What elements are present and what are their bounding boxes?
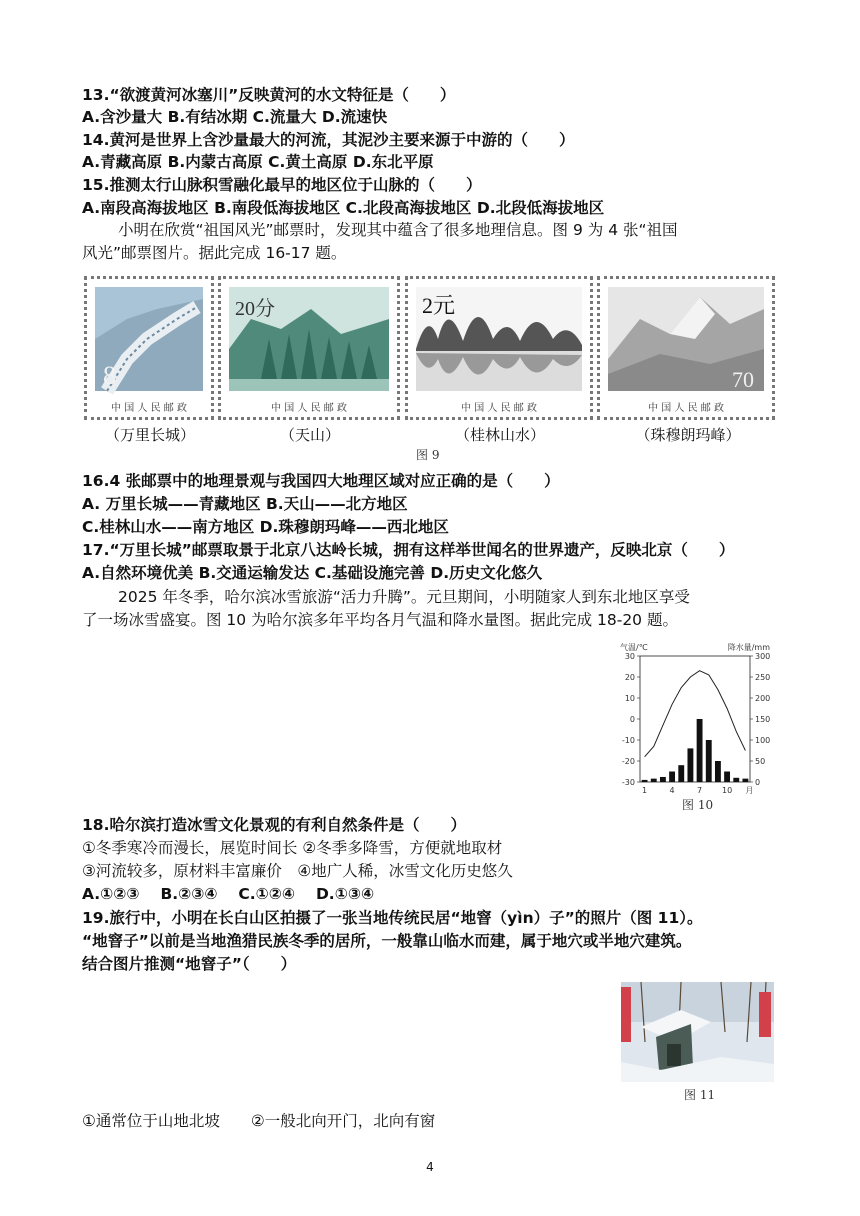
stamp-country: 中 国 人 民 邮 政: [111, 403, 187, 414]
stamp-value: 8: [103, 361, 116, 390]
intro-16-line2: 风光”邮票图片。据此完成 16-17 题。: [82, 244, 347, 262]
q19-stem-2: “地窨子”以前是当地渔猎民族冬季的居所，一般靠山临水而建，属于地穴或半地穴建筑。: [82, 932, 692, 950]
stamp-value: 70: [732, 367, 754, 392]
stamp-guilin: [405, 276, 593, 420]
q19-stem-3: 结合图片推测“地窨子”（ ）: [82, 955, 297, 973]
stamp-everest: [597, 276, 775, 420]
climate-chart: [614, 640, 776, 812]
stamp-value: 2元: [422, 293, 456, 318]
y-right-tick-label: 200: [755, 694, 771, 703]
plot-frame: [640, 656, 750, 782]
stamp-country: 中 国 人 民 邮 政: [271, 403, 347, 414]
everest-image: [600, 279, 772, 417]
q13-options: A.含沙量大 B.有结冰期 C.流量大 D.流速快: [82, 108, 388, 126]
intro-18-line2: 了一场冰雪盛宴。图 10 为哈尔滨多年平均各月气温和降水量图。据此完成 18-20 题。: [82, 611, 678, 629]
y-left-tick-label: 0: [629, 715, 635, 724]
precip-bar: [715, 761, 721, 782]
stamp-country: 中 国 人 民 邮 政: [648, 403, 724, 414]
stamp-caption: （天山）: [279, 426, 340, 444]
stamp-great-wall: [84, 276, 214, 420]
temperature-line: [645, 671, 746, 757]
precip-bar: [706, 740, 712, 782]
precip-bar: [678, 765, 684, 782]
intro-16-line1: 小明在欣赏“祖国风光”邮票时，发现其中蕴含了很多地理信息。图 9 为 4 张“祖国: [118, 221, 678, 239]
q19-stem-1: 19.旅行中，小明在长白山区拍摄了一张当地传统民居“地窨（yìn）子”的照片（图 11）。: [82, 909, 703, 927]
stamp-caption: （桂林山水）: [454, 426, 545, 444]
stamp-caption: （万里长城）: [104, 426, 195, 444]
diyinzi-photo: [621, 982, 774, 1082]
y-left-tick-label: -10: [621, 736, 635, 745]
climate-chart-svg: [614, 640, 776, 812]
y-right-label: 降水量/mm: [727, 643, 770, 652]
page-number: 4: [426, 1160, 434, 1174]
stamp-country: 中 国 人 民 邮 政: [461, 403, 537, 414]
y-right-tick-label: 50: [755, 757, 766, 766]
y-right-tick-label: 300: [755, 652, 771, 661]
q15-stem: 15.推测太行山脉积雪融化最早的地区位于山脉的（ ）: [82, 176, 482, 194]
q16-stem: 16.4 张邮票中的地理景观与我国四大地理区域对应正确的是（ ）: [82, 472, 560, 490]
q14-options: A.青藏高原 B.内蒙古高原 C.黄土高原 D.东北平原: [82, 153, 434, 171]
x-tick-label: 7: [697, 786, 703, 795]
x-tick-label: 4: [669, 786, 675, 795]
figure-10-caption: 图 10: [682, 798, 714, 812]
figure-11-caption: 图 11: [684, 1088, 716, 1102]
q14-stem: 14.黄河是世界上含沙量最大的河流，其泥沙主要来源于中游的（ ）: [82, 131, 575, 149]
y-left-tick-label: 20: [624, 673, 635, 682]
precip-bar: [697, 719, 703, 782]
y-left-tick-label: 30: [624, 652, 635, 661]
guilin-image: [408, 279, 590, 417]
precip-bar: [687, 748, 693, 782]
y-left-label: 气温/℃: [620, 643, 648, 652]
x-tick-label: 1: [642, 786, 648, 795]
precip-bar: [651, 779, 657, 782]
intro-18-line1: 2025 年冬季，哈尔滨冰雪旅游“活力升腾”。元旦期间，小明随家人到东北地区享受: [118, 588, 690, 606]
q15-options: A.南段高海拔地区 B.南段低海拔地区 C.北段高海拔地区 D.北段低海拔地区: [82, 199, 605, 217]
x-tick-label: 10: [721, 786, 733, 795]
y-right-tick-label: 250: [755, 673, 771, 682]
y-right-tick-label: 150: [755, 715, 771, 724]
q18-statement-1: ①冬季寒冷而漫长，展览时间长 ②冬季多降雪，方便就地取材: [82, 839, 503, 857]
q17-options: A.自然环境优美 B.交通运输发达 C.基础设施完善 D.历史文化悠久: [82, 564, 543, 582]
q16-options-1: A. 万里长城——青藏地区 B.天山——北方地区: [82, 495, 408, 513]
q19-statement-1: ①通常位于山地北坡 ②一般北向开门，北向有窗: [82, 1112, 436, 1130]
stamp-tianshan: [218, 276, 400, 420]
y-right-tick-label: 0: [755, 778, 761, 787]
precip-bar: [660, 777, 666, 782]
precip-bar: [724, 772, 730, 783]
precip-bar: [642, 780, 648, 782]
precip-bar: [669, 772, 675, 783]
diyinzi-image: [621, 982, 774, 1082]
y-left-tick-label: 10: [624, 694, 635, 703]
stamp-caption: （珠穆朗玛峰）: [635, 426, 741, 444]
y-left-tick-label: -30: [621, 778, 635, 787]
q18-statement-2: ③河流较多，原材料丰富廉价 ④地广人稀，冰雪文化历史悠久: [82, 862, 513, 880]
q18-stem: 18.哈尔滨打造冰雪文化景观的有利自然条件是（ ）: [82, 816, 466, 834]
tianshan-image: [221, 279, 397, 417]
q13-stem: 13.“欲渡黄河冰塞川”反映黄河的水文特征是（ ）: [82, 86, 456, 104]
stamp-value: 20分: [235, 298, 275, 320]
q18-options: A.①②③ B.②③④ C.①②④ D.①③④: [82, 885, 375, 903]
x-unit-label: 月: [745, 786, 754, 795]
y-left-tick-label: -20: [621, 757, 635, 766]
y-right-tick-label: 100: [755, 736, 771, 745]
q17-stem: 17.“万里长城”邮票取景于北京八达岭长城，拥有这样举世闻名的世界遗产，反映北京（ ）: [82, 541, 735, 559]
q16-options-2: C.桂林山水——南方地区 D.珠穆朗玛峰——西北地区: [82, 518, 449, 536]
great-wall-image: [87, 279, 211, 417]
figure-9-caption: 图 9: [416, 448, 440, 462]
precip-bar: [742, 779, 748, 782]
precip-bar: [733, 778, 739, 782]
